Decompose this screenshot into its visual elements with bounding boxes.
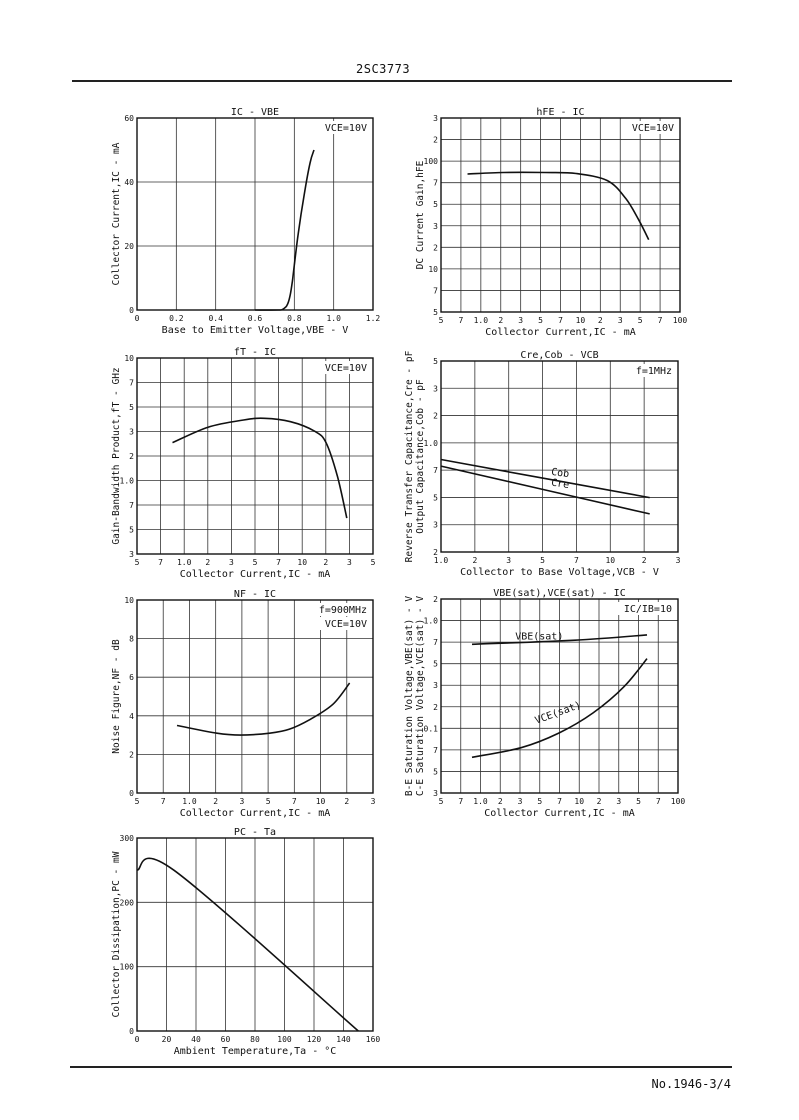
x-axis-label: Collector Current,IC - mA bbox=[179, 569, 331, 580]
y-tick-label: 10 bbox=[124, 596, 134, 605]
x-tick-label: 100 bbox=[277, 1035, 292, 1044]
x-tick-label: 160 bbox=[365, 1035, 381, 1044]
y-tick-label: 5 bbox=[433, 767, 438, 777]
y-tick-label: 2 bbox=[129, 750, 134, 760]
y-tick-label: 7 bbox=[433, 466, 438, 476]
x-tick-label: 2 bbox=[497, 797, 503, 806]
condition-label: f=1MHz bbox=[635, 366, 672, 377]
y-tick-label: 3 bbox=[433, 681, 438, 691]
y-tick-label: 20 bbox=[124, 242, 134, 251]
chart-title: NF - IC bbox=[233, 589, 277, 600]
condition-label: VCE=10V bbox=[324, 123, 367, 134]
y-tick-label: 5 bbox=[433, 200, 438, 210]
series-label: Cob bbox=[550, 466, 570, 481]
x-tick-label: 0.2 bbox=[169, 314, 184, 323]
y-tick-label: 10 bbox=[124, 354, 134, 363]
x-tick-label: 5 bbox=[540, 556, 545, 565]
x-tick-label: 7 bbox=[657, 316, 663, 325]
condition-label: VCE=10V bbox=[324, 619, 367, 630]
y-tick-label: 7 bbox=[129, 501, 134, 510]
x-tick-label: 2 bbox=[344, 797, 350, 806]
y-tick-label: 7 bbox=[433, 286, 438, 296]
x-tick-label: 3 bbox=[239, 797, 245, 806]
x-tick-label: 3 bbox=[370, 797, 376, 806]
x-tick-label: 5 bbox=[252, 558, 258, 567]
chart-title: IC - VBE bbox=[230, 107, 280, 118]
x-tick-label: 7 bbox=[557, 797, 562, 806]
series-line bbox=[137, 858, 358, 1031]
x-tick-label: 5 bbox=[370, 558, 376, 567]
x-tick-label: 0 bbox=[134, 1035, 140, 1044]
x-tick-label: 2 bbox=[597, 316, 603, 325]
x-tick-label: 7 bbox=[558, 316, 563, 325]
x-tick-label: 5 bbox=[134, 797, 140, 806]
y-tick-label: 7 bbox=[433, 638, 438, 648]
x-tick-label: 2 bbox=[205, 558, 211, 567]
x-tick-label: 80 bbox=[250, 1035, 260, 1044]
x-tick-label: 3 bbox=[346, 558, 352, 567]
condition-label: IC/IB=10 bbox=[623, 604, 672, 615]
x-tick-label: 0 bbox=[134, 314, 140, 323]
y-tick-label: 0 bbox=[129, 789, 134, 798]
x-tick-label: 10 bbox=[575, 316, 586, 325]
x-tick-label: 20 bbox=[161, 1035, 172, 1044]
y-tick-label: 8 bbox=[129, 634, 134, 644]
x-axis-label: Collector to Base Voltage,VCB - V bbox=[460, 567, 659, 578]
x-tick-label: 0.8 bbox=[287, 314, 302, 323]
x-tick-label: 1.0 bbox=[473, 316, 489, 325]
y-axis-label: B-E Saturation Voltage,VBE(sat) - V bbox=[404, 595, 415, 797]
y-tick-label: 2 bbox=[433, 702, 438, 712]
x-tick-label: 5 bbox=[538, 316, 543, 325]
y-tick-label: 5 bbox=[433, 357, 438, 366]
y-tick-label: 5 bbox=[433, 493, 438, 503]
x-tick-label: 5 bbox=[438, 797, 444, 806]
x-tick-label: 3 bbox=[616, 797, 622, 806]
x-tick-label: 3 bbox=[518, 316, 524, 325]
x-tick-label: 1.0 bbox=[473, 797, 488, 806]
condition-label: VCE=10V bbox=[324, 363, 367, 374]
series-line bbox=[173, 418, 347, 518]
x-tick-label: 100 bbox=[672, 316, 688, 325]
series-label: VBE(sat) bbox=[515, 631, 564, 643]
x-tick-label: 10 bbox=[315, 797, 326, 806]
y-tick-label: 10 bbox=[428, 264, 438, 274]
page-reference: No.1946-3/4 bbox=[651, 1077, 731, 1091]
x-tick-label: 5 bbox=[537, 797, 543, 806]
x-tick-label: 2 bbox=[498, 316, 504, 325]
x-tick-label: 120 bbox=[306, 1035, 322, 1044]
x-tick-label: 3 bbox=[228, 558, 234, 567]
x-tick-label: 3 bbox=[517, 797, 523, 806]
y-axis-label: Reverse Transfer Capacitance,Cre - pF bbox=[404, 350, 415, 563]
x-tick-label: 3 bbox=[617, 316, 623, 325]
y-tick-label: 7 bbox=[433, 178, 438, 188]
x-tick-label: 5 bbox=[636, 797, 641, 806]
y-tick-label: 7 bbox=[433, 745, 438, 755]
x-tick-label: 1.0 bbox=[176, 558, 192, 567]
y-tick-label: 40 bbox=[124, 178, 134, 187]
y-tick-label: 3 bbox=[129, 427, 134, 437]
y-tick-label: 1.0 bbox=[423, 438, 438, 448]
y-axis-label: Output Capacitance,Cob - pF bbox=[415, 379, 426, 534]
y-tick-label: 3 bbox=[433, 221, 438, 231]
y-axis-label: Collector Current,IC - mA bbox=[111, 142, 122, 286]
y-tick-label: 0 bbox=[129, 1027, 134, 1036]
x-tick-label: 7 bbox=[158, 558, 164, 567]
x-tick-label: 7 bbox=[291, 797, 297, 806]
x-tick-label: 1.0 bbox=[182, 797, 197, 806]
y-tick-label: 2 bbox=[433, 411, 438, 421]
series-label: Cre bbox=[550, 477, 570, 492]
y-tick-label: 5 bbox=[433, 659, 438, 669]
x-tick-label: 140 bbox=[336, 1035, 351, 1044]
y-tick-label: 1.0 bbox=[423, 616, 438, 626]
chart-title: VBE(sat),VCE(sat) - IC bbox=[493, 588, 626, 599]
x-tick-label: 7 bbox=[276, 558, 282, 567]
y-tick-label: 5 bbox=[129, 525, 134, 535]
x-tick-label: 0.6 bbox=[247, 314, 263, 323]
plot-frame bbox=[441, 361, 678, 552]
x-tick-label: 3 bbox=[675, 556, 681, 565]
y-tick-label: 3 bbox=[433, 789, 438, 798]
y-axis-label: Collector Dissipation,PC - mW bbox=[111, 851, 122, 1018]
x-tick-label: 7 bbox=[574, 556, 579, 565]
y-tick-label: 200 bbox=[119, 898, 134, 908]
x-tick-label: 7 bbox=[160, 797, 166, 806]
y-tick-label: 7 bbox=[129, 378, 134, 388]
x-tick-label: 2 bbox=[472, 556, 478, 565]
x-tick-label: 10 bbox=[297, 558, 308, 567]
x-tick-label: 1.2 bbox=[365, 314, 381, 323]
y-axis-label: Noise Figure,NF - dB bbox=[111, 639, 122, 754]
x-tick-label: 10 bbox=[574, 797, 585, 806]
y-axis-label: C-E Saturation Voltage,VCE(sat) - V bbox=[415, 595, 426, 797]
y-tick-label: 3 bbox=[129, 550, 134, 559]
y-tick-label: 2 bbox=[433, 135, 438, 145]
chart-title: hFE - IC bbox=[536, 107, 585, 118]
y-tick-label: 5 bbox=[129, 403, 134, 412]
y-tick-label: 3 bbox=[433, 114, 438, 123]
x-tick-label: 10 bbox=[605, 556, 616, 565]
x-tick-label: 1.0 bbox=[326, 314, 341, 323]
chart-title: Cre,Cob - VCB bbox=[520, 350, 599, 361]
x-tick-label: 3 bbox=[506, 556, 512, 565]
x-tick-label: 2 bbox=[213, 797, 219, 806]
x-axis-label: Collector Current,IC - mA bbox=[179, 808, 331, 819]
condition-label: f=900MHz bbox=[318, 605, 367, 616]
y-tick-label: 6 bbox=[129, 673, 134, 683]
y-tick-label: 1.0 bbox=[119, 476, 134, 486]
x-tick-label: 2 bbox=[596, 797, 602, 806]
x-tick-label: 5 bbox=[265, 797, 271, 806]
x-tick-label: 5 bbox=[637, 316, 643, 325]
series-line bbox=[177, 683, 350, 735]
condition-label: VCE=10V bbox=[631, 123, 674, 134]
x-tick-label: 5 bbox=[134, 558, 140, 567]
y-tick-label: 60 bbox=[124, 114, 134, 123]
x-tick-label: 7 bbox=[458, 797, 464, 806]
y-tick-label: 3 bbox=[433, 384, 438, 394]
x-axis-label: Ambient Temperature,Ta - °C bbox=[173, 1046, 337, 1057]
y-tick-label: 3 bbox=[433, 520, 438, 530]
y-axis-label: Gain-Bandwidth Product,fT - GHz bbox=[111, 367, 122, 545]
y-axis-label: DC Current Gain,hFE bbox=[415, 160, 426, 270]
y-tick-label: 300 bbox=[119, 834, 134, 843]
x-tick-label: 5 bbox=[438, 316, 444, 325]
x-tick-label: 40 bbox=[191, 1035, 201, 1044]
y-tick-label: 2 bbox=[433, 595, 438, 604]
y-tick-label: 0.1 bbox=[423, 724, 438, 734]
series-label: VCE(sat) bbox=[533, 699, 583, 727]
x-axis-label: Collector Current,IC - mA bbox=[485, 327, 636, 338]
series-line bbox=[441, 460, 650, 498]
chart-title: fT - IC bbox=[233, 347, 277, 358]
x-tick-label: 2 bbox=[641, 556, 647, 565]
x-tick-label: 7 bbox=[458, 316, 464, 325]
y-tick-label: 5 bbox=[433, 308, 438, 317]
series-line bbox=[441, 466, 650, 514]
x-tick-label: 100 bbox=[670, 797, 686, 806]
y-tick-label: 4 bbox=[129, 711, 134, 721]
chart-title: PC - Ta bbox=[233, 827, 277, 838]
y-tick-label: 100 bbox=[119, 962, 134, 972]
x-axis-label: Base to Emitter Voltage,VBE - V bbox=[161, 325, 349, 336]
x-tick-label: 60 bbox=[220, 1035, 231, 1044]
y-tick-label: 2 bbox=[129, 452, 134, 461]
x-tick-label: 0.4 bbox=[208, 314, 223, 323]
x-tick-label: 1.0 bbox=[433, 556, 449, 565]
y-tick-label: 2 bbox=[433, 243, 438, 253]
series-line bbox=[255, 150, 314, 310]
document-number: 2SC3773 bbox=[356, 62, 411, 76]
y-tick-label: 0 bbox=[129, 306, 134, 315]
y-tick-label: 100 bbox=[423, 157, 438, 167]
x-tick-label: 2 bbox=[323, 558, 329, 567]
x-axis-label: Collector Current,IC - mA bbox=[484, 808, 635, 819]
y-tick-label: 2 bbox=[433, 548, 438, 557]
footer-rule bbox=[70, 1066, 732, 1068]
x-tick-label: 7 bbox=[655, 797, 661, 806]
